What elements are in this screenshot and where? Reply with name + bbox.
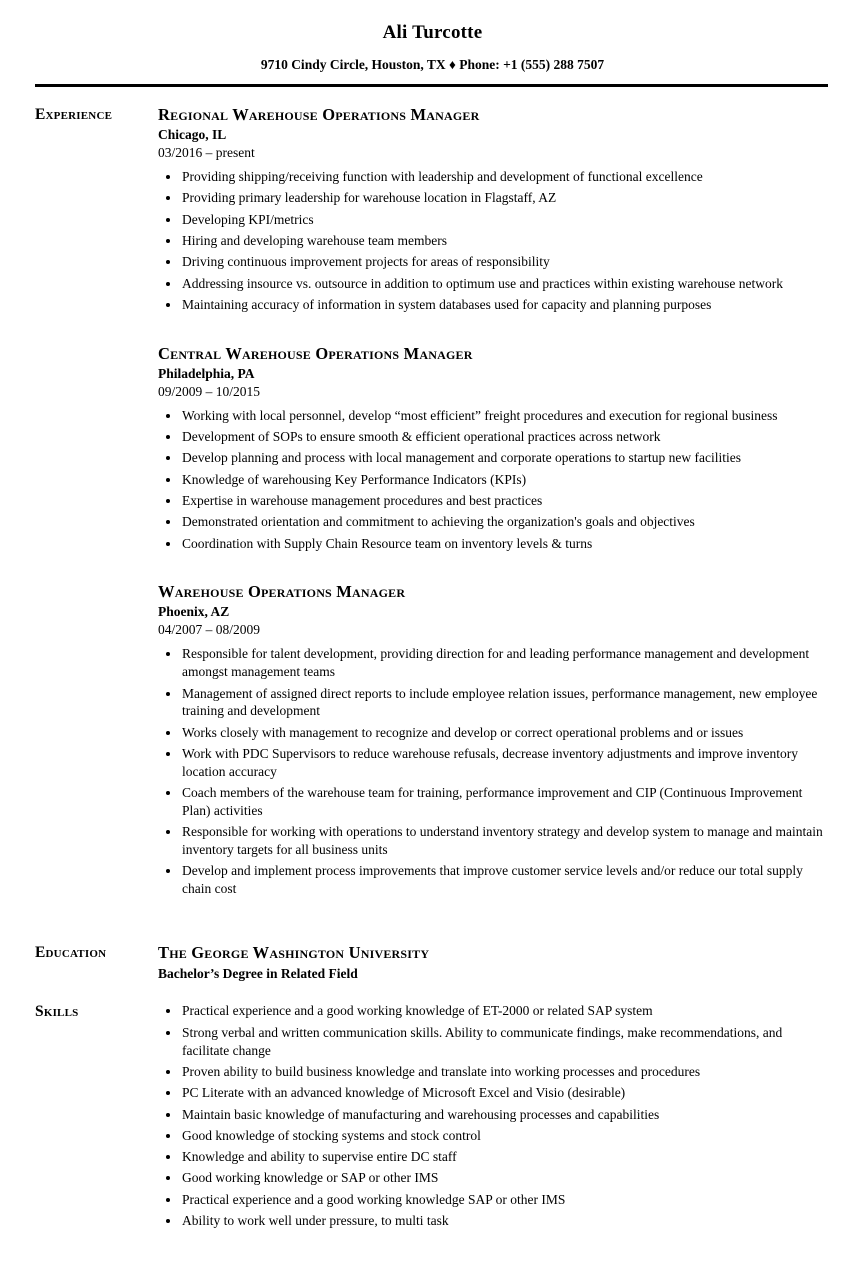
bullet-item: • Developing KPI/metrics [181, 211, 830, 229]
job-entry [158, 344, 830, 553]
bullet-item: • Responsible for working with operations to understand inventory strategy and develop system to manage and maintain inventory targets for all business units [181, 823, 830, 859]
job-location: Philadelphia, PA [158, 365, 255, 381]
skills-content [158, 1002, 830, 1233]
job-location: Chicago, IL [158, 127, 227, 142]
job-bullets [158, 168, 830, 314]
experience-jobs [158, 105, 830, 901]
skill-bullet-item: • Strong verbal and written communication skills. Ability to communicate findings, make recommendations, and facilitate change [181, 1024, 830, 1060]
header-divider [35, 84, 828, 87]
job-dates: 03/2016 – present [158, 145, 255, 160]
skill-bullet-item: • Practical experience and a good working knowledge SAP or other IMS [181, 1191, 830, 1209]
education-content [158, 943, 830, 982]
bullet-item: • Responsible for talent development, providing direction for and leading performance management and development amongst management teams [181, 645, 830, 681]
skill-bullet-item: • PC Literate with an advanced knowledge of Microsoft Excel and Visio (desirable) [181, 1084, 830, 1102]
section-label-skills: Skills [35, 1003, 79, 1021]
skills-section [35, 1002, 830, 1233]
degree-name: Bachelor’s Degree in Related Field [158, 966, 358, 982]
bullet-item: • Expertise in warehouse management procedures and best practices [181, 492, 830, 510]
experience-section [35, 105, 830, 901]
job-bullets [158, 645, 830, 898]
bullet-item: • Demonstrated orientation and commitment to achieving the organization's goals and objectives [181, 513, 830, 531]
job-entry [158, 582, 830, 898]
skill-bullet-item: • Proven ability to build business knowledge and translate into working processes and procedures [181, 1063, 830, 1081]
skill-bullet-item: • Ability to work well under pressure, to multi task [181, 1212, 830, 1230]
section-label-experience: Experience [35, 106, 113, 123]
skill-bullet-item: • Practical experience and a good working knowledge of ET-2000 or related SAP system [181, 1002, 830, 1020]
bullet-item: • Management of assigned direct reports to include employee relation issues, performance management, new employee training and development [181, 685, 830, 721]
bullet-item: • Development of SOPs to ensure smooth & efficient operational practices across network [181, 428, 830, 446]
job-title: Regional Warehouse Operations Manager [158, 105, 480, 124]
contact-line: 9710 Cindy Circle, Houston, TX ♦ Phone: +1 (555) 288 7507 [260, 57, 605, 72]
bullet-item: • Providing primary leadership for warehouse location in Flagstaff, AZ [181, 189, 830, 207]
bullet-item: • Develop and implement process improvements that improve customer service levels and/or reduce our total supply chain cost [181, 862, 830, 898]
bullet-item: • Work with PDC Supervisors to reduce warehouse refusals, decrease inventory adjustments and improve inventory location accuracy [181, 745, 830, 781]
education-section [35, 943, 830, 982]
skill-bullet-item: • Good knowledge of stocking systems and stock control [181, 1127, 830, 1145]
resume-header [35, 22, 830, 87]
section-label-education: Education [35, 944, 107, 962]
bullet-item: • Coordination with Supply Chain Resource team on inventory levels & turns [181, 535, 830, 553]
bullet-item: • Maintaining accuracy of information in system databases used for capacity and planning purposes [181, 296, 830, 314]
job-location: Phoenix, AZ [158, 604, 230, 620]
candidate-name: Ali Turcotte [382, 22, 483, 43]
job-dates: 04/2007 – 08/2009 [158, 622, 261, 638]
skill-bullet-item: • Good working knowledge or SAP or other IMS [181, 1169, 830, 1187]
bullet-item: • Providing shipping/receiving function with leadership and development of functional excellence [181, 168, 830, 186]
job-title: Central Warehouse Operations Manager [158, 343, 473, 363]
job-dates: 09/2009 – 10/2015 [158, 383, 261, 399]
skill-bullet-item: • Maintain basic knowledge of manufacturing and warehousing processes and capabilities [181, 1106, 830, 1124]
job-entry [158, 105, 830, 314]
skill-bullet-item: • Knowledge and ability to supervise entire DC staff [181, 1148, 830, 1166]
skills-list [158, 1002, 830, 1229]
bullet-item: • Knowledge of warehousing Key Performance Indicators (KPIs) [181, 471, 830, 489]
bullet-item: • Hiring and developing warehouse team members [181, 232, 830, 250]
job-title: Warehouse Operations Manager [158, 582, 406, 602]
bullet-item: • Works closely with management to recognize and develop or correct operational problems and or issues [181, 724, 830, 742]
job-bullets [158, 407, 830, 553]
bullet-item: • Working with local personnel, develop “most efficient” freight procedures and execution for regional business [181, 407, 830, 425]
school-name: The George Washington University [158, 943, 430, 963]
bullet-item: • Coach members of the warehouse team for training, performance improvement and CIP (Continuous Improvement Plan) activities [181, 784, 830, 820]
bullet-item: • Driving continuous improvement projects for areas of responsibility [181, 253, 830, 271]
bullet-item: • Develop planning and process with local management and corporate operations to startup new facilities [181, 449, 830, 467]
bullet-item: • Addressing insource vs. outsource in addition to optimum use and practices within existing warehouse network [181, 275, 830, 293]
